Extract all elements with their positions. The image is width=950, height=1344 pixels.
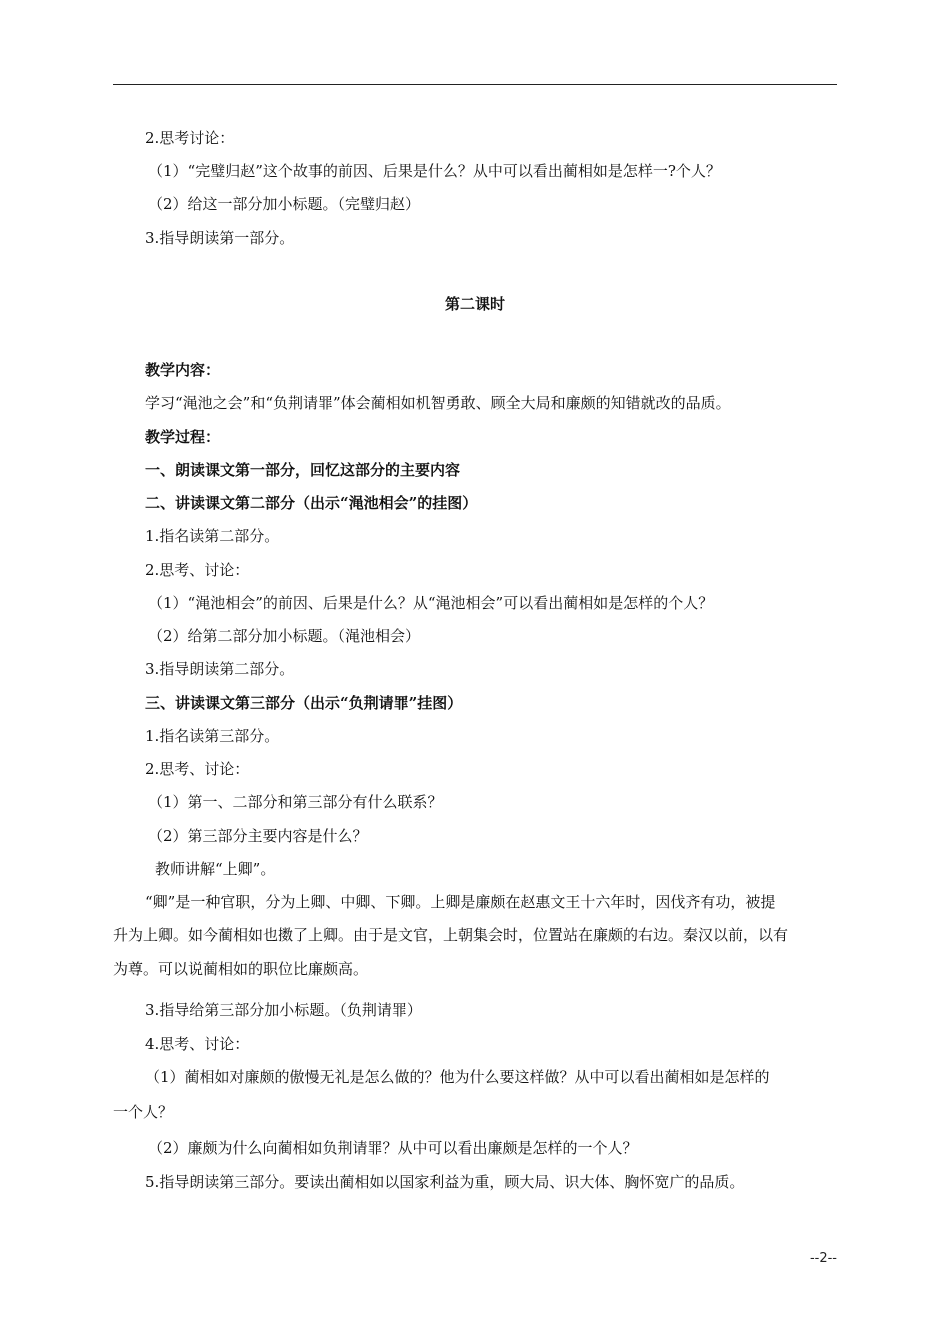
text-line: （2）给第二部分加小标题。（渑池相会） bbox=[148, 627, 421, 645]
text-line: 3.指导给第三部分加小标题。（负荆请罪） bbox=[145, 1001, 422, 1019]
text-line: （1）第一、二部分和第三部分有什么联系？ bbox=[148, 793, 443, 811]
step-heading: 二、讲读课文第二部分（出示“渑池相会”的挂图） bbox=[145, 494, 478, 512]
text-line: 一个人？ bbox=[113, 1103, 174, 1121]
header-rule bbox=[113, 84, 837, 85]
content-heading: 教学内容： bbox=[145, 361, 221, 379]
process-heading: 教学过程： bbox=[145, 428, 221, 446]
text-line: 4.思考、讨论： bbox=[145, 1035, 250, 1053]
text-line: 3.指导朗读第二部分。 bbox=[145, 660, 295, 678]
text-line: 2.思考、讨论： bbox=[145, 760, 250, 778]
text-line: （2）廉颇为什么向蔺相如负荆请罪？从中可以看出廉颇是怎样的一个人？ bbox=[148, 1139, 638, 1157]
paragraph-line: 升为上卿。如今蔺相如也擞了上卿。由于是文官，上朝集会时，位置站在廉颇的右边。秦汉以前，以有 bbox=[113, 926, 789, 944]
step-heading: 一、朗读课文第一部分，回忆这部分的主要内容 bbox=[145, 461, 461, 479]
step-heading: 三、讲读课文第三部分（出示“负荆请罪”挂图） bbox=[145, 694, 463, 712]
paragraph-line: 为尊。可以说蔺相如的职位比廉颇高。 bbox=[113, 960, 369, 978]
text-line: 1.指名读第二部分。 bbox=[145, 527, 280, 545]
text-line: 2.思考、讨论： bbox=[145, 561, 250, 579]
text-line: 学习“渑池之会”和“负荆请罪”体会蔺相如机智勇敢、顾全大局和廉颇的知错就改的品质。 bbox=[145, 394, 731, 412]
text-line: （1）“渑池相会”的前因、后果是什么？从“渑池相会”可以看出蔺相如是怎样的个人？ bbox=[148, 594, 714, 612]
text-line: （1）“完璧归赵”这个故事的前因、后果是什么？从中可以看出蔺相如是怎样一?个人？ bbox=[148, 162, 721, 180]
text-line: 1.指名读第三部分。 bbox=[145, 727, 280, 745]
text-line: 教师讲解“上卿”。 bbox=[155, 860, 276, 878]
text-line: （2）第三部分主要内容是什么？ bbox=[148, 827, 368, 845]
text-line: 5.指导朗读第三部分。要读出蔺相如以国家利益为重，顾大局、识大体、胸怀宽广的品质。 bbox=[145, 1173, 745, 1191]
page-number: --2-- bbox=[809, 1251, 837, 1266]
section-title: 第二课时 bbox=[444, 295, 505, 313]
paragraph-line: “卿”是一种官职，分为上卿、中卿、下卿。上卿是廉颇在赵惠文王十六年时，因伐齐有功，被提 bbox=[145, 893, 776, 911]
text-line: 2.思考讨论： bbox=[145, 129, 235, 147]
text-line: 3.指导朗读第一部分。 bbox=[145, 229, 295, 247]
text-line: （1）蔺相如对廉颇的傲慢无礼是怎么做的？他为什么要这样做？从中可以看出蔺相如是怎样的 bbox=[145, 1068, 770, 1086]
text-line: （2）给这一部分加小标题。（完璧归赵） bbox=[148, 195, 421, 213]
